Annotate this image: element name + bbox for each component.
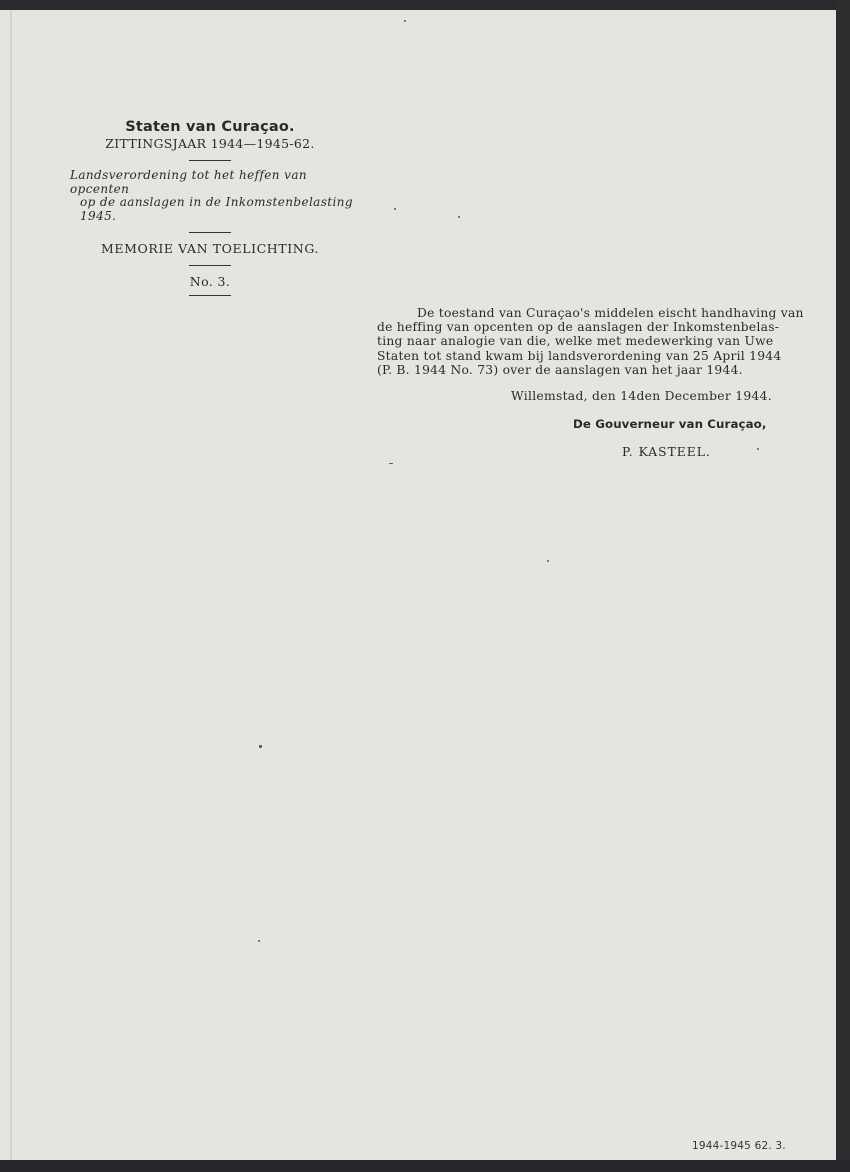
document-page (0, 10, 836, 1160)
paragraph-line-1: De toestand van Curaçao's middelen eischt handhaving van (417, 306, 804, 320)
document-body (377, 306, 804, 460)
scan-speck (259, 745, 262, 748)
scan-speck (547, 560, 549, 562)
header-divider-4 (189, 295, 231, 296)
memo-title: MEMORIE VAN TOELICHTING. (100, 241, 320, 256)
paragraph-line-2: de heffing van opcenten op de aanslagen der Inkomstenbelas- (377, 320, 780, 335)
header-divider-2 (189, 232, 231, 233)
scan-speck (757, 448, 759, 450)
scan-speck (258, 940, 260, 942)
subject (60, 169, 360, 223)
subject-line-2: op de aanslagen in de Inkomstenbelasting (80, 195, 353, 209)
header-divider-1 (189, 160, 231, 161)
scan-speck (404, 20, 406, 22)
governor-title: De Gouverneur van Curaçao, (573, 417, 767, 432)
scan-speck (389, 463, 393, 464)
footer-reference: 1944-1945 62. 3. (692, 1140, 786, 1152)
scan-border-bottom (0, 1160, 850, 1172)
header-divider-3 (189, 265, 231, 266)
scan-border-right (836, 0, 850, 1172)
document-number: No. 3. (189, 274, 231, 289)
dateline: Willemstad, den 14den December 1944. (511, 389, 772, 404)
document-header (60, 118, 360, 304)
subject-line-1: Landsverordening tot het heffen van opcenten (70, 168, 308, 196)
paragraph-line-4: Staten tot stand kwam bij landsverordening van 25 April 1944 (377, 348, 782, 363)
paragraph-line-3: ting naar analogie van die, welke met medewerking van Uwe (377, 334, 774, 349)
explanation-paragraph (377, 306, 804, 377)
paragraph-line-5: (P. B. 1944 No. 73) over de aanslagen van het jaar 1944. (377, 362, 743, 377)
signature-name: P. KASTEEL. (622, 445, 711, 460)
page-fold-line (10, 10, 12, 1160)
header-title: Staten van Curaçao. (125, 119, 295, 135)
scan-speck (458, 216, 460, 218)
session-line: ZITTINGSJAAR 1944—1945-62. (105, 136, 315, 151)
scan-speck (394, 208, 396, 210)
subject-line-3: 1945. (80, 208, 117, 223)
